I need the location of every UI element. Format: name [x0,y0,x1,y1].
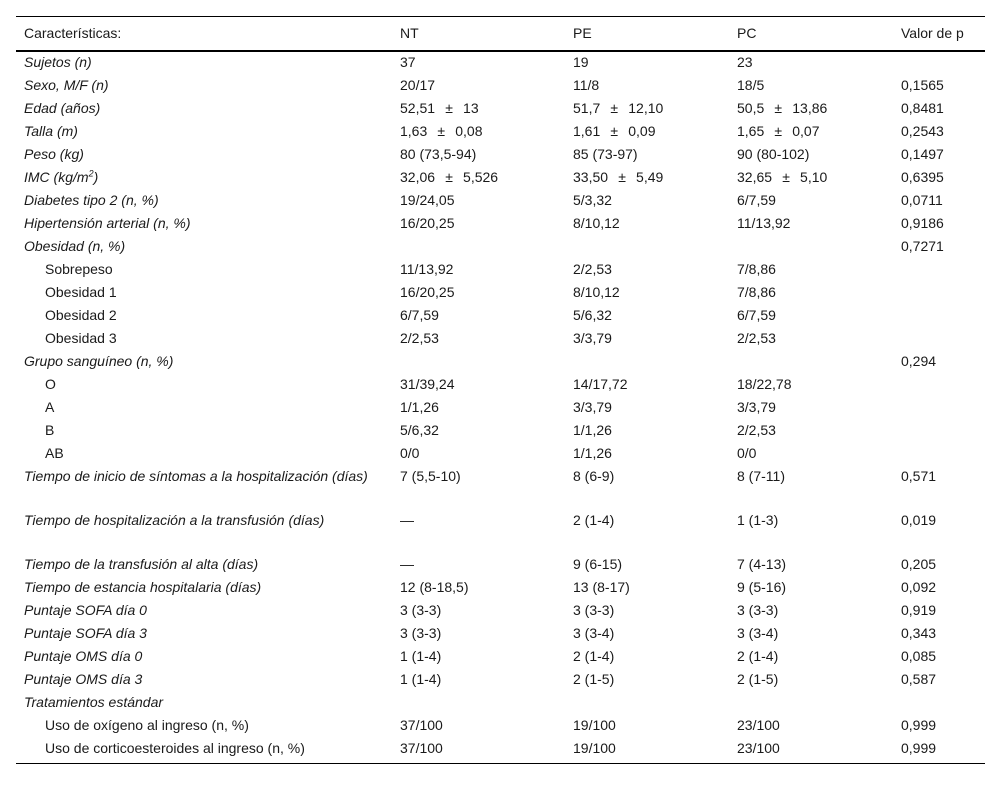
header-pc: PC [737,25,757,41]
nt-value: 37/100 [400,717,443,733]
nt-value: 11/13,92 [400,261,454,277]
pc-value: 3 (3-3) [737,602,779,618]
pc-value: 3 (3-4) [737,625,779,641]
p-value: 0,343 [901,625,937,641]
table-row [16,190,985,213]
imc-label-end: ) [93,169,99,185]
table-body [16,51,985,764]
mean: 52,51 [400,100,436,116]
row-label: Obesidad 3 [45,330,117,346]
pc-value: 23 [737,54,753,70]
pc-value: 2 (1-5) [737,671,779,687]
sd: 13,86 [792,100,828,116]
nt-value: 7 (5,5-10) [400,468,461,484]
row-label: Talla (m) [24,123,78,139]
row-label: Sobrepeso [45,261,113,277]
nt-value: 2/2,53 [400,330,439,346]
plus-minus-symbol: ± [610,100,619,116]
row-label: Obesidad 2 [45,307,117,323]
pe-value: 3 (3-4) [573,625,615,641]
table-row [16,374,985,397]
nt-value: 0/0 [400,445,420,461]
mean: 51,7 [573,100,601,116]
p-value: 0,8481 [901,100,944,116]
sd: 0,07 [792,123,820,139]
sd: 5,49 [636,169,664,185]
sd: 5,10 [800,169,828,185]
table-row [16,51,985,75]
nt-value: 16/20,25 [400,284,455,300]
pe-value [565,121,729,144]
pc-value: 6/7,59 [737,307,776,323]
row-label: AB [45,445,64,461]
pc-value [729,98,893,121]
pc-value: 18/22,78 [737,376,792,392]
pe-value: 2/2,53 [573,261,612,277]
row-label: A [45,399,55,415]
row-label: Puntaje SOFA día 3 [24,625,147,641]
row-label: Puntaje OMS día 0 [24,648,143,664]
table-row [16,282,985,305]
nt-value: 3 (3-3) [400,602,442,618]
row-label [16,167,392,190]
pe-value: 8 (6-9) [573,468,615,484]
row-label: Obesidad (n, %) [24,238,126,254]
pe-value: 2 (1-5) [573,671,615,687]
p-value: 0,2543 [901,123,944,139]
sd: 0,08 [455,123,483,139]
row-label: Tratamientos estándar [24,694,164,710]
header-p-value: Valor de p [901,25,964,41]
sd: 12,10 [628,100,664,116]
pe-value: 3/3,79 [573,330,612,346]
pc-value: 18/5 [737,77,765,93]
table-row [16,167,985,190]
nt-value: 1 (1-4) [400,648,442,664]
table-row [16,420,985,443]
imc-label-text: IMC (kg/m [24,169,89,185]
pc-value: 90 (80-102) [737,146,810,162]
pe-value: 1/1,26 [573,445,612,461]
pe-value: 8/10,12 [573,284,620,300]
row-label: O [45,376,56,392]
row-label: Edad (años) [24,100,101,116]
table-row [16,121,985,144]
row-label: Puntaje OMS día 3 [24,671,143,687]
pc-value: 23/100 [737,717,780,733]
p-value: 0,294 [901,353,937,369]
table-header [16,17,985,52]
sd: 5,526 [463,169,499,185]
p-value: 0,999 [901,717,937,733]
row-label: Grupo sanguíneo (n, %) [24,353,174,369]
table-row [16,98,985,121]
pc-value [729,167,893,190]
table-row [16,236,985,259]
pe-value: 19/100 [565,738,729,764]
row-label: Hipertensión arterial (n, %) [24,215,191,231]
table-row [16,466,985,510]
row-label: Tiempo de hospitalización a la transfusión (días) [24,512,325,528]
nt-value: 6/7,59 [400,307,439,323]
table-row [16,715,985,738]
sd: 0,09 [628,123,656,139]
table-row [16,305,985,328]
pe-value: 9 (6-15) [573,556,623,572]
characteristics-table-container [16,16,985,764]
row-label: Sujetos (n) [24,54,92,70]
row-label: Peso (kg) [24,146,84,162]
header-nt: NT [400,25,419,41]
pc-value: 6/7,59 [737,192,776,208]
table-row [16,600,985,623]
pc-value: 0/0 [737,445,757,461]
table-row [16,738,985,764]
pe-value [565,167,729,190]
pc-value [729,236,893,259]
table-row [16,623,985,646]
pe-value: 1/1,26 [573,422,612,438]
pc-value [729,121,893,144]
p-value [893,305,985,328]
p-value [893,259,985,282]
p-value: 0,205 [901,556,937,572]
p-value [893,328,985,351]
table-row [16,646,985,669]
plus-minus-symbol: ± [774,123,783,139]
table-row [16,351,985,374]
pe-value: 5/6,32 [573,307,612,323]
p-value: 0,0711 [901,192,943,208]
nt-value: 37/100 [392,738,565,764]
row-label: Obesidad 1 [45,284,117,300]
p-value [893,51,985,75]
pe-value: 19 [573,54,589,70]
p-value: 0,085 [901,648,937,664]
pc-value: 3/3,79 [737,399,776,415]
table-row [16,669,985,692]
nt-value: 1 (1-4) [400,671,442,687]
plus-minus-symbol: ± [618,169,626,185]
pe-value [565,98,729,121]
pe-value: 85 (73-97) [573,146,638,162]
p-value: 0,571 [901,468,937,484]
p-value [893,443,985,466]
nt-value: 31/39,24 [400,376,455,392]
table-row [16,144,985,167]
mean: 32,06 [400,169,436,185]
nt-value [392,692,565,715]
plus-minus-symbol: ± [774,100,783,116]
pc-value: 7 (4-13) [737,556,787,572]
plus-minus-symbol: ± [445,169,453,185]
p-value: 0,1497 [901,146,944,162]
table-row [16,259,985,282]
pc-value: 1 (1-3) [737,512,779,528]
pe-value: 2 (1-4) [573,648,615,664]
table-row [16,443,985,466]
pc-value: 9 (5-16) [737,579,787,595]
imc-label-superscript: 2 [88,168,94,179]
p-value: 0,1565 [901,77,944,93]
p-value [893,420,985,443]
row-label: Tiempo de inicio de síntomas a la hospitalización (días) [24,468,368,484]
p-value [893,692,985,715]
nt-value: 20/17 [400,77,436,93]
nt-value: — [400,512,414,528]
plus-minus-symbol: ± [445,100,453,116]
nt-value [392,98,565,121]
nt-value: 1/1,26 [400,399,439,415]
nt-value [392,351,565,374]
p-value: 0,092 [901,579,937,595]
plus-minus-symbol: ± [782,169,790,185]
pc-value [729,692,893,715]
nt-value: 19/24,05 [400,192,455,208]
mean: 1,63 [400,123,428,139]
table-row [16,554,985,577]
pc-value: 2/2,53 [737,330,776,346]
pe-value: 5/3,32 [573,192,612,208]
pe-value [565,692,729,715]
header-characteristics: Características: [24,25,122,41]
p-value [893,282,985,305]
header-pe: PE [573,25,592,41]
pe-value [565,236,729,259]
nt-value: 80 (73,5-94) [400,146,477,162]
pc-value [729,351,893,374]
pe-value: 11/8 [573,77,600,93]
sd: 13 [463,100,479,116]
row-label: Tiempo de la transfusión al alta (días) [24,556,259,572]
row-label: B [45,422,55,438]
nt-value: — [400,556,414,572]
pe-value: 14/17,72 [573,376,628,392]
table-row [16,692,985,715]
plus-minus-symbol: ± [437,123,446,139]
row-label: Puntaje SOFA día 0 [24,602,147,618]
nt-value: 37 [400,54,416,70]
pe-value: 3 (3-3) [573,602,615,618]
nt-value: 3 (3-3) [400,625,442,641]
pe-value: 3/3,79 [573,399,612,415]
p-value: 0,919 [901,602,937,618]
nt-value [392,167,565,190]
nt-value: 12 (8-18,5) [400,579,469,595]
pc-value: 7/8,86 [737,261,776,277]
pc-value: 2 (1-4) [737,648,779,664]
pe-value: 8/10,12 [573,215,620,231]
nt-value: 5/6,32 [400,422,439,438]
mean: 33,50 [573,169,609,185]
mean: 50,5 [737,100,765,116]
p-value: 0,999 [893,738,985,764]
p-value: 0,7271 [901,238,944,254]
p-value [893,374,985,397]
table-row [16,213,985,236]
p-value: 0,9186 [901,215,944,231]
p-value: 0,6395 [901,169,944,185]
mean: 1,61 [573,123,601,139]
row-label: Diabetes tipo 2 (n, %) [24,192,159,208]
row-label: Uso de oxígeno al ingreso (n, %) [45,717,249,733]
row-label: Tiempo de estancia hospitalaria (días) [24,579,262,595]
pe-value: 2 (1-4) [573,512,615,528]
plus-minus-symbol: ± [610,123,619,139]
mean: 1,65 [737,123,765,139]
table-row [16,397,985,420]
p-value [893,397,985,420]
pe-value [565,351,729,374]
row-label: Uso de corticoesteroides al ingreso (n, %) [16,738,392,764]
table-row [16,328,985,351]
p-value: 0,587 [901,671,937,687]
pc-value: 23/100 [729,738,893,764]
table-row [16,75,985,98]
nt-value: 16/20,25 [400,215,455,231]
table-row [16,510,985,554]
nt-value [392,121,565,144]
pe-value: 13 (8-17) [573,579,630,595]
pc-value: 7/8,86 [737,284,776,300]
nt-value [392,236,565,259]
pc-value: 8 (7-11) [737,468,785,484]
row-label: Sexo, M/F (n) [24,77,109,93]
pe-value: 19/100 [573,717,616,733]
pc-value: 11/13,92 [737,215,791,231]
table-row [16,577,985,600]
p-value: 0,019 [901,512,937,528]
pc-value: 2/2,53 [737,422,776,438]
characteristics-table [16,16,985,764]
mean: 32,65 [737,169,773,185]
